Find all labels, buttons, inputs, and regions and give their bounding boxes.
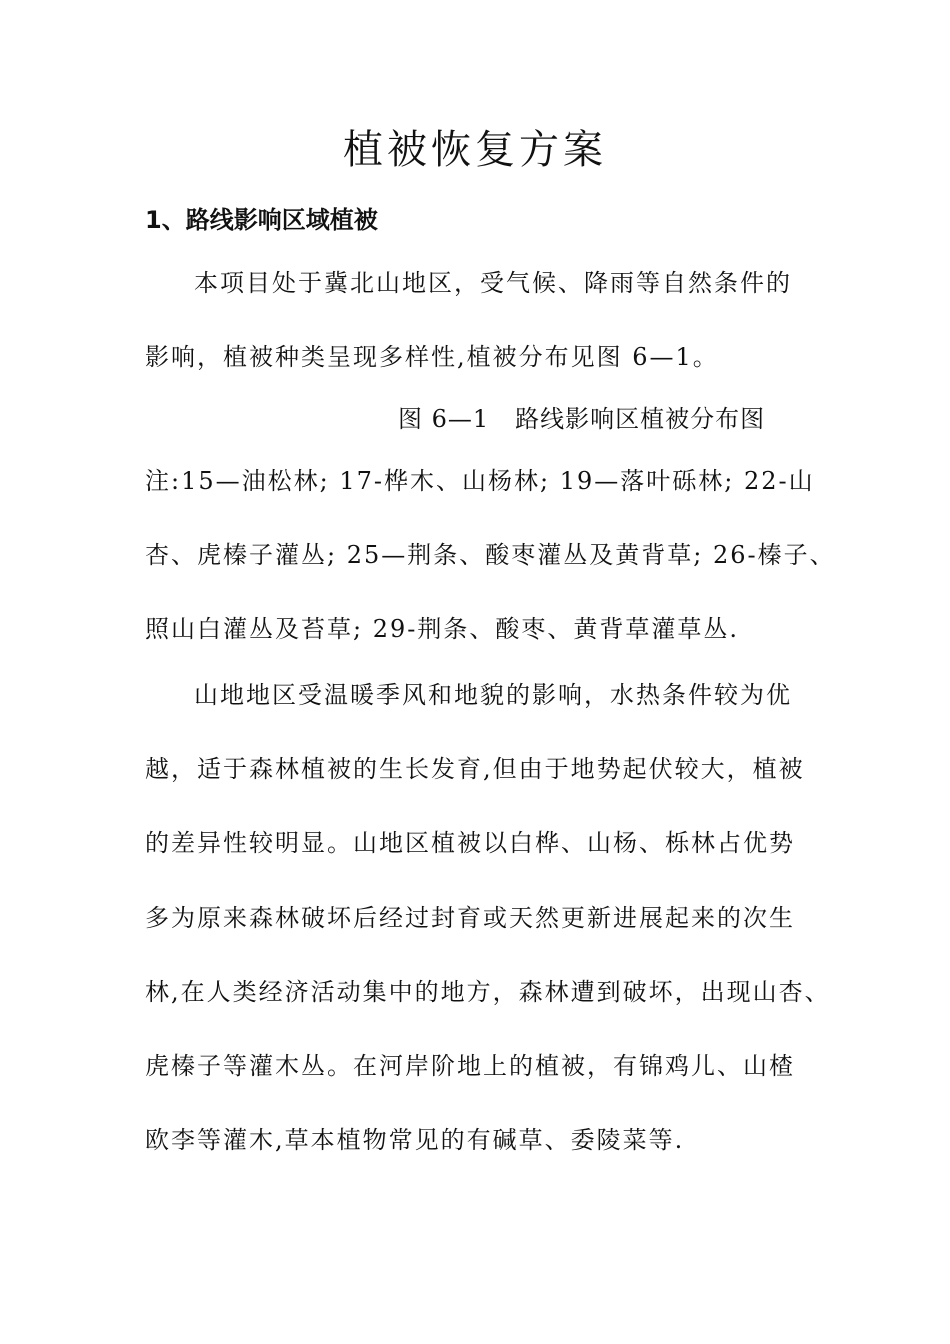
note-line: 照山白灌丛及苔草; 29-荆条、酸枣、黄背草灌草丛. bbox=[145, 615, 739, 643]
paragraph-line: 多为原来森林破坏后经过封育或天然更新进展起来的次生 bbox=[145, 904, 795, 932]
figure-caption-text: 路线影响区植被分布图 bbox=[515, 405, 766, 433]
paragraph-line: 本项目处于冀北山地区，受气候、降雨等自然条件的 bbox=[194, 269, 792, 297]
figure-caption bbox=[398, 402, 765, 436]
section-heading: 1、路线影响区域植被 bbox=[145, 206, 378, 234]
note-line: 注:15—油松林; 17-桦木、山杨林; 19—落叶砾林; 22-山 bbox=[145, 467, 815, 495]
paragraph-line: 虎榛子等灌木丛。在河岸阶地上的植被，有锦鸡儿、山楂 bbox=[145, 1052, 795, 1080]
paragraph-line: 影响，植被种类呈现多样性,植被分布见图 6—1。 bbox=[145, 343, 719, 371]
figure-number: 图 6—1 bbox=[398, 405, 490, 433]
paragraph-line: 越，适于森林植被的生长发育,但由于地势起伏较大，植被 bbox=[145, 755, 805, 783]
note-line: 杏、虎榛子灌丛; 25—荆条、酸枣灌丛及黄背草; 26-榛子、 bbox=[145, 541, 836, 569]
paragraph-line: 林,在人类经济活动集中的地方，森林遭到破坏，出现山杏、 bbox=[145, 978, 831, 1006]
paragraph-line: 山地地区受温暖季风和地貌的影响，水热条件较为优 bbox=[194, 681, 792, 709]
document-title: 植被恢复方案 bbox=[343, 127, 607, 173]
paragraph-line: 的差异性较明显。山地区植被以白桦、山杨、栎林占优势 bbox=[145, 829, 795, 857]
paragraph-line: 欧李等灌木,草本植物常见的有碱草、委陵菜等. bbox=[145, 1126, 685, 1154]
